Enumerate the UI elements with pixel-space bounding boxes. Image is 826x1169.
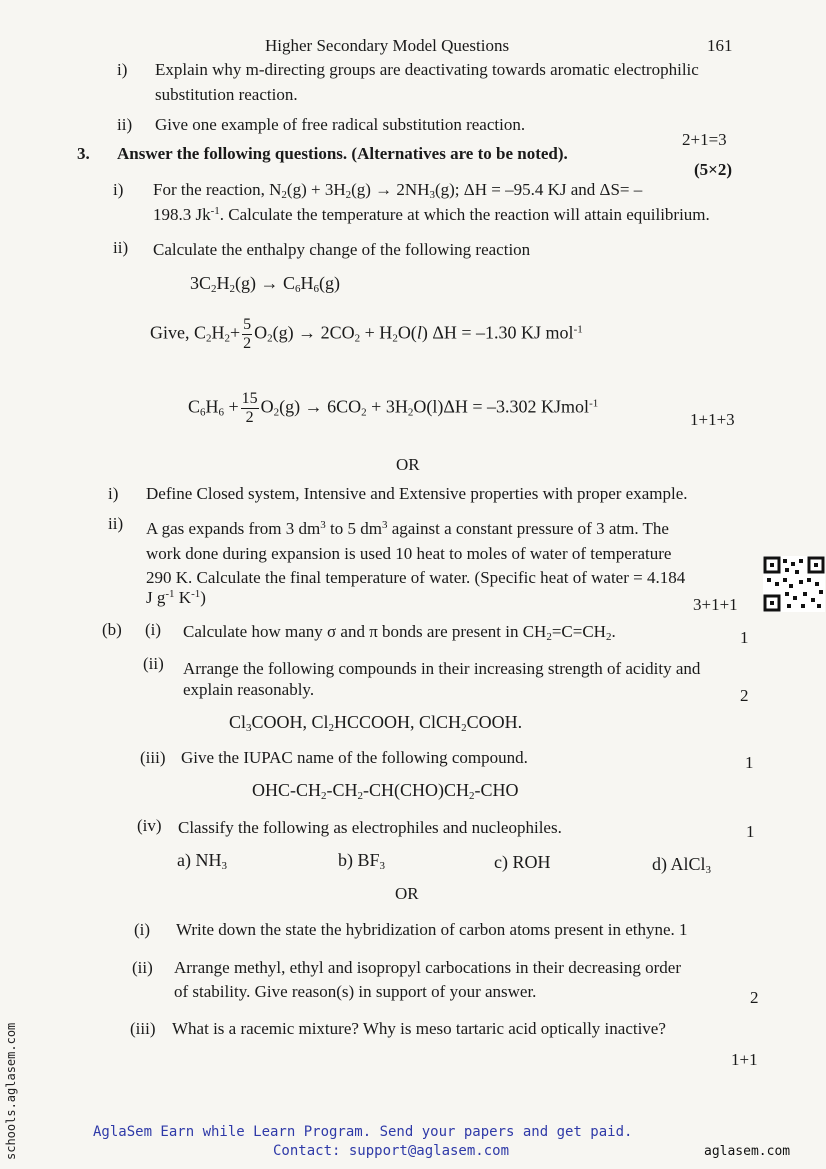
question-text: 198.3 $Jk^{-1}$. Calculate the temperature at which the reaction will attain equilibrium. — [153, 205, 710, 224]
given-equation-1: Give, $C_2H_2+$ $\frac{5}{2}$ $O_2(g) \to 2CO_2 + H_2O(l) \Delta H = -1.30$ KJ mol$^{-1}$ — [150, 316, 583, 352]
side-watermark: schools.aglasem.com — [4, 1022, 18, 1160]
marks: (5×2) — [694, 160, 733, 179]
item-number: i) — [108, 484, 119, 503]
question-text: 290 K. Calculate the final temperature of water. (Specific heat of water = 4.184 — [146, 568, 686, 587]
fraction: $\frac{15}{2}$ — [241, 390, 258, 426]
question-text: Write down the state the hybridization of carbon atoms present in ethyne. 1 — [176, 920, 688, 939]
question-text: Give one example of free radical substitution reaction. — [155, 115, 526, 134]
question-text: Explain why m-directing groups are deactivating towards aromatic electrophilic — [155, 60, 699, 79]
item-number: i) — [113, 180, 124, 199]
question-text: A gas expands from 3 $dm^3$ to 5 $dm^3$ against a constant pressure of 3 atm. The — [146, 519, 669, 538]
species-d: d) AlCl$_3$ — [652, 854, 712, 876]
question-text: Classify the following as electrophiles and nucleophiles. — [178, 818, 562, 837]
or-divider: OR — [396, 455, 420, 474]
question-text: Calculate the enthalpy change of the following reaction — [153, 240, 531, 259]
question-text: Calculate how many σ and π bonds are present in $CH_2=C=CH_2$. — [183, 622, 616, 643]
footer-site-link[interactable]: aglasem.com — [704, 1144, 791, 1159]
species-b: b) $BF_3$ — [338, 850, 386, 872]
item-number: i) — [117, 60, 128, 79]
marks: 1 — [740, 628, 749, 647]
question-text: Arrange the following compounds in their increasing strength of acidity and — [183, 659, 701, 678]
item-number: (i) — [145, 620, 162, 639]
question-text: What is a racemic mixture? Why is meso tartaric acid optically inactive? — [172, 1019, 666, 1038]
fraction: $\frac{5}{2}$ — [243, 316, 252, 352]
question-text: Give the IUPAC name of the following compound. — [181, 748, 528, 767]
page-header-title: Higher Secondary Model Questions — [265, 36, 510, 55]
reaction-equation: $3C_2H_2(g) \to C_6H_6(g)$ — [190, 273, 341, 295]
question-text: Define Closed system, Intensive and Extensive properties with proper example. — [146, 484, 688, 503]
question-text: For the reaction, $N_2(g) + 3H_2(g) \to 2NH_3(g)$; ΔH = –95.4 KJ and ΔS= – — [153, 180, 643, 201]
question-text: substitution reaction. — [155, 85, 298, 104]
item-number: (iii) — [140, 748, 166, 767]
qr-code-icon — [763, 556, 825, 612]
question-text: Arrange methyl, ethyl and isopropyl carbocations in their decreasing order — [174, 958, 681, 977]
species-c: c) ROH — [494, 852, 551, 872]
marks: 2 — [750, 988, 759, 1007]
marks: 2 — [740, 686, 749, 705]
footer-contact-link[interactable]: Contact: support@aglasem.com — [273, 1143, 510, 1159]
question-text: J $g^{-1}$ $K^{-1}$) — [146, 588, 206, 607]
given-equation-2: $C_6H_6$ + $\frac{15}{2}$ $O_2(g) \to 6CO_2 + 3H_2O(l)\Delta H = -3.302$ KJmol$^{-1}$ — [188, 390, 599, 426]
page-number: 161 — [707, 36, 733, 55]
acid-compounds: $Cl_3COOH$, $Cl_2HCCOOH$, ClCH$_2$COOH. — [229, 712, 523, 734]
item-number: ii) — [117, 115, 133, 134]
marks: 1 — [745, 753, 754, 772]
item-number: (i) — [134, 920, 151, 939]
footer-program-text: AglaSem Earn while Learn Program. Send your papers and get paid. — [93, 1124, 633, 1140]
question-number: 3. — [77, 144, 90, 163]
marks: 1+1 — [731, 1050, 758, 1069]
question-text: work done during expansion is used 10 heat to moles of water of temperature — [146, 544, 672, 563]
marks: 2+1=3 — [682, 130, 727, 149]
part-label: (b) — [102, 620, 122, 639]
question-text: explain reasonably. — [183, 680, 315, 699]
item-number: (ii) — [132, 958, 153, 977]
iupac-compound: OHC-$CH_2-CH_2-CH(CHO)CH_2$-CHO — [252, 780, 519, 802]
marks: 1 — [746, 822, 755, 841]
item-number: (iv) — [137, 816, 162, 835]
item-number: ii) — [113, 238, 129, 257]
question-instruction: Answer the following questions. (Alternatives are to be noted). — [117, 144, 568, 163]
or-divider: OR — [395, 884, 419, 903]
item-number: (ii) — [143, 654, 164, 673]
species-a: a) $NH_3$ — [177, 850, 227, 872]
marks: 3+1+1 — [693, 595, 738, 614]
item-number: ii) — [108, 514, 124, 533]
question-text: of stability. Give reason(s) in support of your answer. — [174, 982, 537, 1001]
item-number: (iii) — [130, 1019, 156, 1038]
marks: 1+1+3 — [690, 410, 735, 429]
